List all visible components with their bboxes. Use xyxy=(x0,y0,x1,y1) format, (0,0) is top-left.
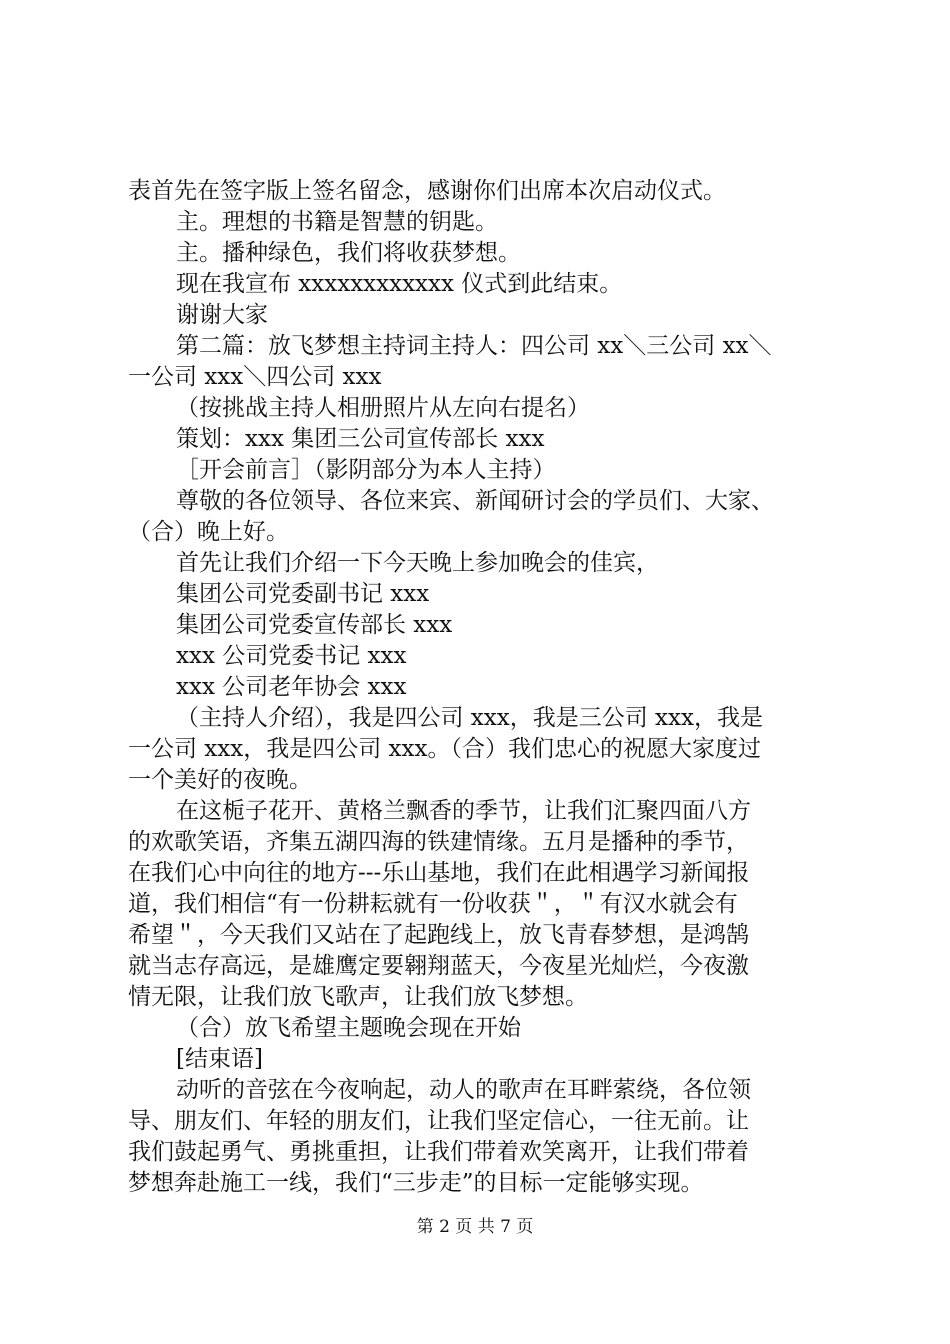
page-footer: 第 2 页 共 7 页 xyxy=(416,1217,534,1237)
text-line: [结束语] xyxy=(176,1046,263,1072)
text-line: 情无限，让我们放飞歌声，让我们放飞梦想。 xyxy=(128,984,588,1010)
text-line: 主。播种绿色，我们将收获梦想。 xyxy=(176,240,521,266)
text-line: 在我们心中向往的地方---乐山基地，我们在此相遇学习新闻报 xyxy=(128,860,750,886)
text-line: （合）放飞希望主题晚会现在开始 xyxy=(176,1015,521,1041)
text-line: 一公司 xxx＼四公司 xxx xyxy=(128,364,382,390)
text-line: （按挑战主持人相册照片从左向右提名） xyxy=(176,395,590,421)
text-line: 首先让我们介绍一下今天晚上参加晚会的佳宾， xyxy=(176,550,659,576)
text-line: xxx 公司党委书记 xxx xyxy=(176,643,407,669)
text-line: 希望＂，今天我们又站在了起跑线上，放飞青春梦想，是鸿鹄 xyxy=(128,922,749,948)
text-line: 谢谢大家 xyxy=(176,302,268,328)
text-line: 梦想奔赴施工一线，我们“三步走”的目标一定能够实现。 xyxy=(128,1170,704,1196)
text-line: （合）晚上好。 xyxy=(128,519,289,545)
text-line: 导、朋友们、年轻的朋友们，让我们坚定信心，一往无前。让 xyxy=(128,1108,749,1134)
text-line: 就当志存高远，是雄鹰定要翱翔蓝天，今夜星光灿烂，今夜激 xyxy=(128,953,749,979)
text-line: 尊敬的各位领导、各位来宾、新闻研讨会的学员们、大家、 xyxy=(176,488,774,514)
text-line: ［开会前言］（影阴部分为本人主持） xyxy=(176,457,556,483)
text-line: 第二篇：放飞梦想主持词主持人：四公司 xx＼三公司 xx＼ xyxy=(176,333,772,359)
text-line: 在这栀子花开、黄格兰飘香的季节，让我们汇聚四面八方 xyxy=(176,798,751,824)
text-line: 集团公司党委宣传部长 xxx xyxy=(176,612,453,638)
text-line: 我们鼓起勇气、勇挑重担，让我们带着欢笑离开，让我们带着 xyxy=(128,1139,749,1165)
text-line: 动听的音弦在今夜响起，动人的歌声在耳畔萦绕，各位领 xyxy=(176,1077,751,1103)
text-line: xxx 公司老年协会 xxx xyxy=(176,674,407,700)
text-line: 一个美好的夜晚。 xyxy=(128,767,312,793)
text-line: 集团公司党委副书记 xxx xyxy=(176,581,430,607)
text-line: 一公司 xxx，我是四公司 xxx。（合）我们忠心的祝愿大家度过 xyxy=(128,736,761,762)
text-line: 的欢歌笑语，齐集五湖四海的铁建情缘。五月是播种的季节， xyxy=(128,829,749,855)
text-line: （主持人介绍），我是四公司 xxx，我是三公司 xxx，我是 xyxy=(176,705,763,731)
text-line: 道，我们相信“有一份耕耘就有一份收获＂，＂有汉水就会有 xyxy=(128,891,738,917)
text-line: 表首先在签字版上签名留念，感谢你们出席本次启动仪式。 xyxy=(128,178,726,204)
text-line: 策划：xxx 集团三公司宣传部长 xxx xyxy=(176,426,545,452)
document-body xyxy=(128,176,840,1199)
text-line: 主。理想的书籍是智慧的钥匙。 xyxy=(176,209,498,235)
text-line: 现在我宣布 xxxxxxxxxxxx 仪式到此结束。 xyxy=(176,271,623,297)
